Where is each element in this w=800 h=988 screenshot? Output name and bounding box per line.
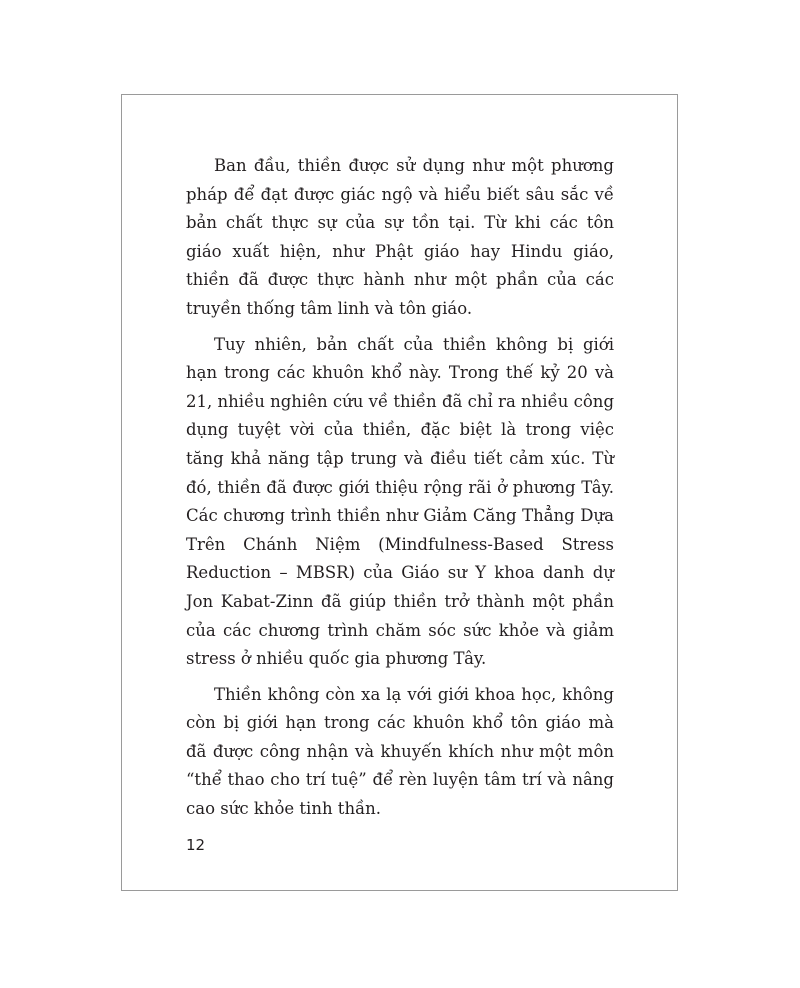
paragraph-2: Tuy nhiên, bản chất của thiền không bị giới hạn trong các khuôn khổ này. Trong thế kỷ 20 và 21, nhiều nghiên cứu về thiền đã chỉ ra nhiều công dụng tuyệt vời của thiền, đặc biệt là trong việc tăng khả năng tập trung và điều tiết cảm xúc. Từ đó, thiền đã được giới thiệu rộng rãi ở phương Tây. Các chương trình thiền như Giảm Căng Thẳng Dựa Trên Chánh Niệm (Mindfulness-Based Stress Reduction – MBSR) của Giáo sư Y khoa danh dự Jon Kabat-Zinn đã giúp thiền trở thành một phần của các chương trình chăm sóc sức khỏe và giảm stress ở nhiều quốc gia phương Tây.: [186, 334, 614, 669]
paragraph-1: Ban đầu, thiền được sử dụng như một phương pháp để đạt được giác ngộ và hiểu biết sâu sắc về bản chất thực sự của sự tồn tại. Từ khi các tôn giáo xuất hiện, như Phật giáo hay Hindu giáo, thiền đã được thực hành như một phần của các truyền thống tâm linh và tôn giáo.: [186, 156, 614, 318]
page-number: 12: [186, 836, 206, 854]
body-text: [186, 152, 614, 831]
paragraph-3: Thiền không còn xa lạ với giới khoa học, không còn bị giới hạn trong các khuôn khổ tôn giáo mà đã được công nhận và khuyến khích như một môn “thể thao cho trí tuệ” để rèn luyện tâm trí và nâng cao sức khỏe tinh thần.: [186, 684, 614, 819]
